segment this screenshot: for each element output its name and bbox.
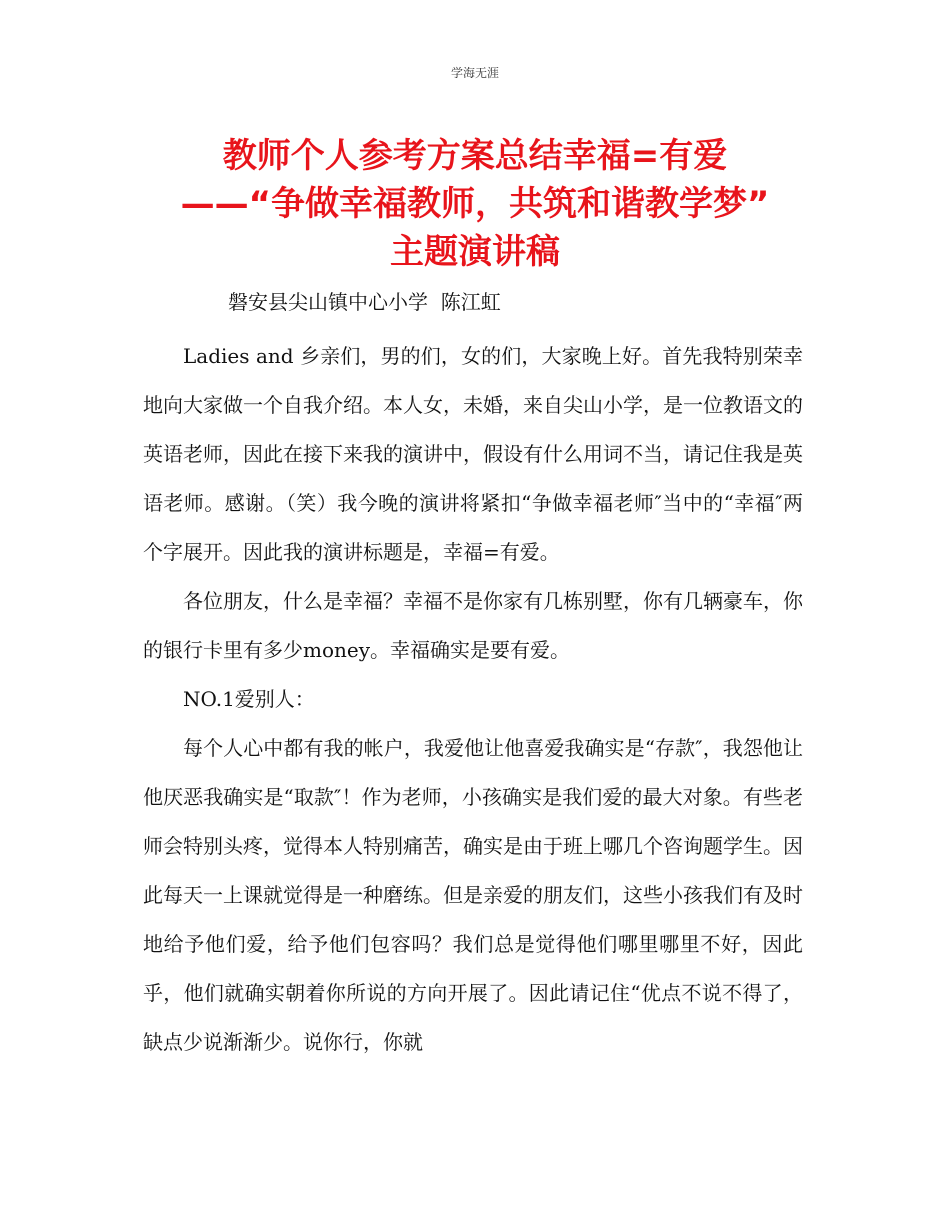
paragraph: 各位朋友，什么是幸福？幸福不是你家有几栋别墅，你有几辆豪车，你的银行卡里有多少money。幸福确实是要有爱。 xyxy=(143,589,803,662)
paragraph: NO.1爱别人： xyxy=(183,687,315,711)
paragraph: 每个人心中都有我的帐户，我爱他让他喜爱我确实是“存款″，我怨他让他厌恶我确实是“取款″！作为老师，小孩确实是我们爱的最大对象。有些老师会特别头疼，觉得本人特别痛苦，确实是由于班上哪几个咨询题学生。因此每天一上课就觉得是一种磨练。但是亲爱的朋友们，这些小孩我们有及时地给予他们爱，给予他们包容吗？我们总是觉得他们哪里哪里不好，因此乎，他们就确实朝着你所说的方向开展了。因此请记住“优点不说不得了，缺点少说渐渐少。说你行，你就 xyxy=(143,736,803,1054)
page-header: 学海无涯 xyxy=(450,66,499,80)
title-line-3: 主题演讲稿 xyxy=(390,232,560,272)
title-line-2: ——“争做幸福教师，共筑和谐教学梦” xyxy=(180,184,770,224)
title-line-1: 教师个人参考方案总结幸福=有爱 xyxy=(222,136,728,176)
document-title xyxy=(120,132,830,276)
document-body xyxy=(143,332,803,1067)
paragraph: Ladies and 乡亲们，男的们，女的们，大家晚上好。首先我特别荣幸地向大家做一个自我介绍。本人女，未婚，来自尖山小学，是一位教语文的英语老师，因此在接下来我的演讲中，假设有什么用词不当，请记住我是英语老师。感谢。（笑）我今晚的演讲将紧扣“争做幸福老师″当中的“幸福″两个字展开。因此我的演讲标题是，幸福=有爱。 xyxy=(143,344,803,564)
author-line: 磐安县尖山镇中心小学 陈江虹 xyxy=(228,290,501,314)
